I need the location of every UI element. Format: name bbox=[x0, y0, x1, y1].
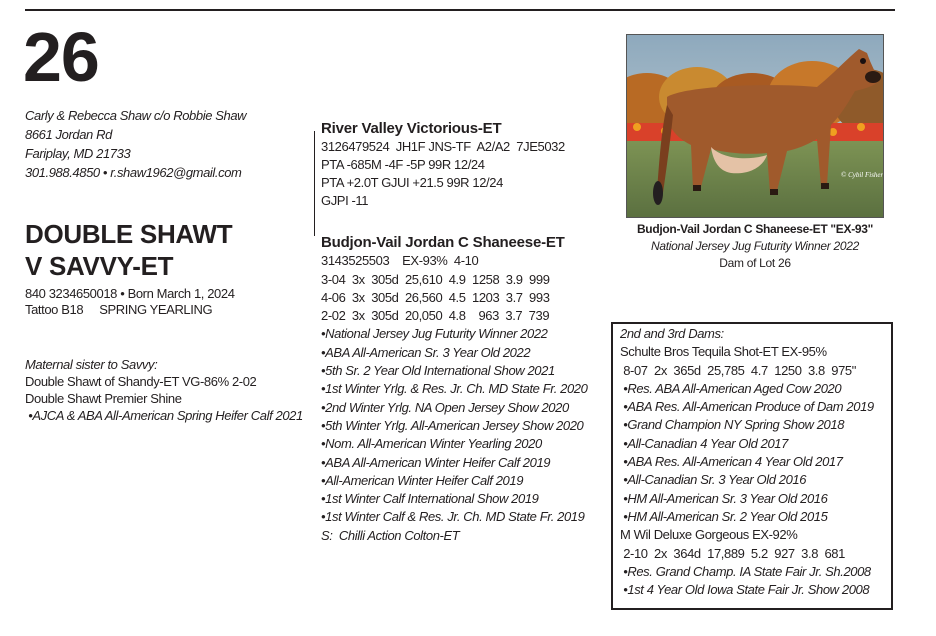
second-dam-award: •ABA Res. All-American Produce of Dam 2019 bbox=[620, 399, 874, 415]
top-rule bbox=[25, 9, 895, 11]
photo-caption bbox=[626, 221, 884, 272]
second-dam-record: 8-07 2x 365d 25,785 4.7 1250 3.8 975" bbox=[620, 362, 856, 378]
dam-sire: S: Chilli Action Colton-ET bbox=[321, 527, 460, 543]
sire-detail: 3126479524 JH1F JNS-TF A2/A2 7JE5032 bbox=[321, 139, 565, 154]
dam-record: 4-06 3x 305d 26,560 4.5 1203 3.7 993 bbox=[321, 289, 550, 305]
dam-award: •Nom. All-American Winter Yearling 2020 bbox=[321, 436, 542, 452]
dam-name: Budjon-Vail Jordan C Shaneese-ET bbox=[321, 234, 565, 251]
sire-detail: PTA -685M -4F -5P 99R 12/24 bbox=[321, 157, 485, 172]
owner-address bbox=[25, 106, 246, 182]
cow-photo bbox=[626, 34, 884, 218]
animal-tattoo: Tattoo B18 SPRING YEARLING bbox=[25, 302, 213, 317]
dams-heading: 2nd and 3rd Dams: bbox=[620, 326, 724, 341]
sire-detail: PTA +2.0T GJUI +21.5 99R 12/24 bbox=[321, 175, 503, 190]
second-dam-award: •All-Canadian Sr. 3 Year Old 2016 bbox=[620, 472, 807, 488]
third-dam-name: M Wil Deluxe Gorgeous EX-92% bbox=[620, 527, 798, 543]
animal-name-line: DOUBLE SHAWT bbox=[25, 219, 233, 249]
owner-line: Carly & Rebecca Shaw c/o Robbie Shaw bbox=[25, 108, 247, 123]
maternal-heading: Maternal sister to Savvy: bbox=[25, 357, 158, 372]
caption-note: Dam of Lot 26 bbox=[719, 256, 791, 270]
caption-title: Budjon-Vail Jordan C Shaneese-ET "EX-93" bbox=[636, 222, 874, 236]
second-dam-award: •ABA Res. All-American 4 Year Old 2017 bbox=[620, 454, 843, 470]
caption-subtitle: National Jersey Jug Futurity Winner 2022 bbox=[651, 239, 859, 253]
dam-award: •5th Winter Yrlg. All-American Jersey Show 2020 bbox=[321, 417, 584, 433]
second-dam-award: •HM All-American Sr. 2 Year Old 2015 bbox=[620, 508, 828, 524]
third-dam-record: 2-10 2x 364d 17,889 5.2 927 3.8 681 bbox=[620, 545, 845, 561]
dam-award: •ABA All-American Winter Heifer Calf 2019 bbox=[321, 454, 551, 470]
owner-line: 8661 Jordan Rd bbox=[25, 127, 112, 142]
second-dam-name: Schulte Bros Tequila Shot-ET EX-95% bbox=[620, 344, 827, 360]
dam-award: •1st Winter Calf International Show 2019 bbox=[321, 491, 539, 507]
lot-number: 26 bbox=[23, 18, 99, 96]
dam-award: •ABA All-American Sr. 3 Year Old 2022 bbox=[321, 344, 531, 360]
dam-registration: 3143525503 EX-93% 4-10 bbox=[321, 253, 479, 269]
animal-registration: 840 3234650018 • Born March 1, 2024 bbox=[25, 286, 235, 301]
second-dam-award: •Res. ABA All-American Aged Cow 2020 bbox=[620, 380, 842, 396]
owner-contact: 301.988.4850 • r.shaw1962@gmail.com bbox=[25, 165, 242, 180]
dam-record: 2-02 3x 305d 20,050 4.8 963 3.7 739 bbox=[321, 308, 550, 324]
dam-award: •1st Winter Calf & Res. Jr. Ch. MD State Fr. 2019 bbox=[321, 509, 585, 525]
photo-watermark: © Cybil Fisher bbox=[841, 171, 883, 179]
animal-name-line: V SAVVY-ET bbox=[25, 251, 174, 281]
sire-section bbox=[321, 120, 565, 210]
animal-name bbox=[25, 218, 232, 282]
dams-section bbox=[620, 325, 874, 599]
dam-award: •1st Winter Yrlg. & Res. Jr. Ch. MD State Fr. 2020 bbox=[321, 381, 588, 397]
second-dam-award: •Grand Champion NY Spring Show 2018 bbox=[620, 417, 845, 433]
dam-section bbox=[321, 234, 587, 545]
pedigree-divider bbox=[314, 131, 315, 236]
cow-photo-illustration bbox=[627, 35, 883, 217]
animal-info bbox=[25, 286, 235, 318]
maternal-sister: Double Shawt Premier Shine bbox=[25, 391, 182, 406]
second-dam-award: •HM All-American Sr. 3 Year Old 2016 bbox=[620, 490, 828, 506]
dam-award: •National Jersey Jug Futurity Winner 2022 bbox=[321, 326, 548, 342]
second-dam-award: •All-Canadian 4 Year Old 2017 bbox=[620, 435, 788, 451]
maternal-sister: Double Shawt of Shandy-ET VG-86% 2-02 bbox=[25, 374, 257, 389]
sire-name: River Valley Victorious-ET bbox=[321, 120, 502, 137]
sire-detail: GJPI -11 bbox=[321, 193, 369, 208]
dam-award: •All-American Winter Heifer Calf 2019 bbox=[321, 472, 524, 488]
maternal-sister-section bbox=[25, 356, 303, 424]
dam-award: •2nd Winter Yrlg. NA Open Jersey Show 2020 bbox=[321, 399, 569, 415]
third-dam-award: •Res. Grand Champ. IA State Fair Jr. Sh.2008 bbox=[620, 563, 871, 579]
owner-line: Fariplay, MD 21733 bbox=[25, 146, 131, 161]
dam-record: 3-04 3x 305d 25,610 4.9 1258 3.9 999 bbox=[321, 271, 550, 287]
maternal-award: •AJCA & ABA All-American Spring Heifer Calf 2021 bbox=[25, 408, 303, 423]
third-dam-award: •1st 4 Year Old Iowa State Fair Jr. Show 2008 bbox=[620, 582, 870, 598]
dam-award: •5th Sr. 2 Year Old International Show 2021 bbox=[321, 363, 555, 379]
